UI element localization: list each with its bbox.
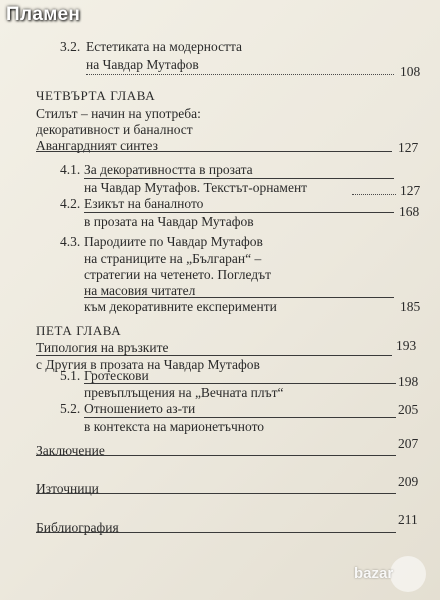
toc-item-line: в прозата на Чавдар Мутафов: [84, 214, 254, 229]
toc-item-line: Езикът на баналното: [84, 196, 204, 211]
watermark-username: Пламен: [6, 4, 81, 25]
page-number: 108: [400, 64, 421, 79]
page-number: 185: [400, 299, 421, 314]
toc-item-number: 5.2.: [60, 401, 81, 416]
toc-item-line: Отношението аз-ти: [84, 401, 196, 416]
toc-backmatter-label: Заключение: [36, 443, 105, 458]
dot-leader: [36, 493, 396, 494]
dot-leader: [84, 212, 394, 213]
toc-item-number: 4.3.: [60, 234, 81, 249]
page-number: 198: [398, 374, 419, 389]
toc-item-line: в контекста на марионетъчното: [84, 419, 265, 434]
toc-item-line: Гротескови: [84, 368, 149, 383]
toc-item-line: Естетиката на модерността: [86, 39, 243, 54]
dot-leader: [36, 455, 396, 456]
chapter-title-line: Стилът – начин на употреба:: [36, 106, 201, 121]
chapter-heading: ЧЕТВЪРТА ГЛАВА: [36, 88, 156, 103]
page-number: 193: [396, 338, 417, 353]
toc-item-line: към декоративните експерименти: [84, 299, 277, 314]
dot-leader: [84, 178, 394, 179]
toc-item-line: на страниците на „Българан“ –: [84, 251, 262, 266]
dot-leader: [84, 297, 394, 298]
toc-item-number: 3.2.: [60, 39, 81, 54]
toc-backmatter-label: Източници: [36, 481, 99, 496]
chapter-heading: ПЕТА ГЛАВА: [36, 323, 122, 338]
page-number: 168: [399, 204, 420, 219]
dot-leader: [86, 74, 394, 75]
chapter-title-line: Авангардният синтез: [36, 138, 158, 153]
toc-item-number: 4.1.: [60, 162, 81, 177]
dot-leader: [84, 417, 396, 418]
toc-item-line: За декоративността в прозата: [84, 162, 253, 177]
toc-item-line: превъплъщения на „Вечната плът“: [84, 385, 284, 400]
watermark-site: bazar: [354, 565, 394, 582]
chapter-title-line: декоративност и баналност: [36, 122, 193, 137]
page-number: 211: [398, 512, 418, 527]
page-number: 205: [398, 402, 419, 417]
dot-leader: [36, 532, 396, 533]
toc-item-line: на Чавдар Мутафов: [86, 57, 199, 72]
chapter-title-line: Типология на връзките: [36, 340, 169, 355]
page-number: 207: [398, 436, 419, 451]
toc-item-line: на масовия читател: [84, 283, 196, 298]
toc-item-number: 4.2.: [60, 196, 81, 211]
toc-backmatter-label: Библиография: [36, 520, 119, 535]
dot-leader: [352, 194, 396, 195]
page-number: 209: [398, 474, 419, 489]
toc-item-number: 5.1.: [60, 368, 81, 383]
toc-item-line: на Чавдар Мутафов. Текстът-орнамент: [84, 180, 308, 195]
dot-leader: [36, 355, 392, 356]
page-number: 127: [400, 183, 421, 198]
dot-leader: [36, 151, 392, 152]
chapter-title-line: с Другия в прозата на Чавдар Мутафов: [36, 357, 260, 372]
watermark-logo-icon: [390, 556, 426, 592]
dot-leader: [84, 383, 396, 384]
page-number: 127: [398, 140, 419, 155]
toc-item-line: стратегии на четенето. Погледът: [84, 267, 272, 282]
toc-item-line: Пародиите по Чавдар Мутафов: [84, 234, 263, 249]
